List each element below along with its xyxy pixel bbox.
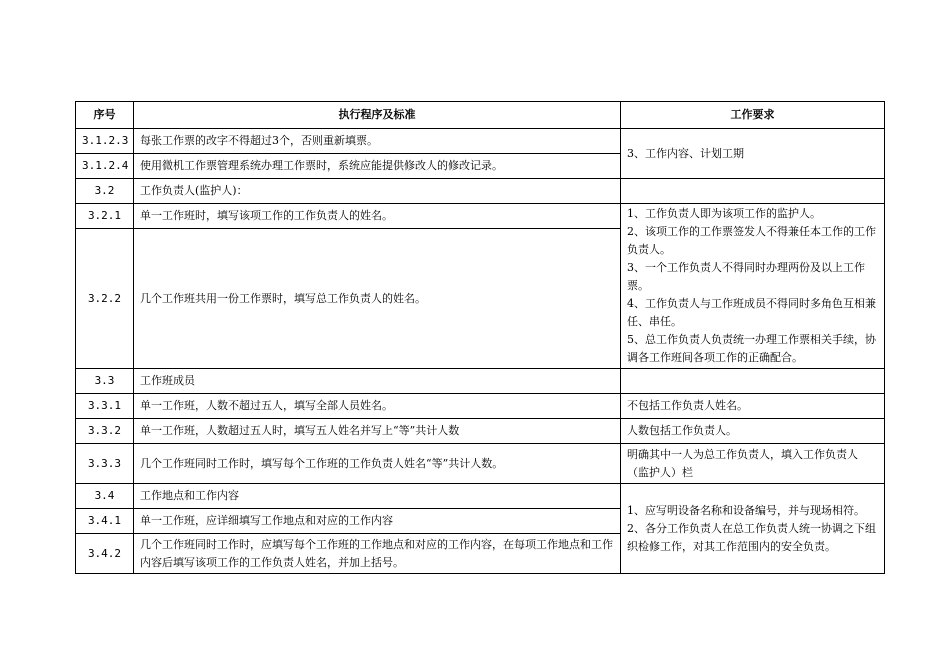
row-proc: 工作负责人(监护人)： xyxy=(134,179,621,204)
table-row xyxy=(76,204,885,229)
row-proc: 几个工作班共用一份工作票时，填写总工作负责人的姓名。 xyxy=(134,229,621,369)
row-num: 3.4 xyxy=(76,484,134,509)
header-proc: 执行程序及标准 xyxy=(134,102,621,129)
req-2-line: 3、一个工作负责人不得同时办理两份及以上工作票。 xyxy=(627,261,865,292)
req-cell-4: 人数包括工作负责人。 xyxy=(621,419,885,444)
req-2-line: 1、工作负责人即为该项工作的监护人。 xyxy=(627,207,821,220)
work-ticket-table xyxy=(75,101,885,574)
header-req: 工作要求 xyxy=(621,102,885,129)
req-cell-5: 明确其中一人为总工作负责人，填入工作负责人（监护人）栏 xyxy=(621,444,885,484)
row-num: 3.2.1 xyxy=(76,204,134,229)
table-row xyxy=(76,369,885,394)
row-num: 3.1.2.4 xyxy=(76,154,134,179)
row-proc: 几个工作班同时工作时，应填写每个工作班的工作地点和对应的工作内容，在每项工作地点和工作内容后填写该项工作的工作负责人姓名，并加上括号。 xyxy=(134,534,621,574)
row-num: 3.3.2 xyxy=(76,419,134,444)
row-num: 3.3.1 xyxy=(76,394,134,419)
row-num: 3.2.2 xyxy=(76,229,134,369)
row-proc: 工作班成员 xyxy=(134,369,621,394)
req-cell-1: 3、工作内容、计划工期 xyxy=(621,129,885,179)
table-row xyxy=(76,179,885,204)
row-proc: 单一工作班时，填写该项工作的工作负责人的姓名。 xyxy=(134,204,621,229)
req-2-line: 2、该项工作的工作票签发人不得兼任本工作的工作负责人。 xyxy=(627,225,876,256)
req-2-line: 4、工作负责人与工作班成员不得同时多角色互相兼任、串任。 xyxy=(627,297,876,328)
row-proc: 使用微机工作票管理系统办理工作票时，系统应能提供修改人的修改记录。 xyxy=(134,154,621,179)
req-cell-2 xyxy=(621,204,885,369)
req-6-line: 2、各分工作负责人在总工作负责人统一协调之下组织检修工作，对其工作范围内的安全负责。 xyxy=(627,521,876,553)
req-cell-6 xyxy=(621,484,885,574)
row-num: 3.4.1 xyxy=(76,509,134,534)
row-proc: 单一工作班，人数不超过五人，填写全部人员姓名。 xyxy=(134,394,621,419)
table-row xyxy=(76,419,885,444)
header-num: 序号 xyxy=(76,102,134,129)
table-row xyxy=(76,129,885,154)
table-row xyxy=(76,484,885,509)
req-2-line: 5、总工作负责人负责统一办理工作票相关手续，协调各工作班间各项工作的正确配合。 xyxy=(627,333,876,364)
req-cell-empty xyxy=(621,179,885,204)
table-row xyxy=(76,394,885,419)
header-row xyxy=(76,102,885,129)
table-row xyxy=(76,444,885,484)
row-num: 3.4.2 xyxy=(76,534,134,574)
row-num: 3.3.3 xyxy=(76,444,134,484)
row-proc: 几个工作班同时工作时，填写每个工作班的工作负责人姓名“等”共计人数。 xyxy=(134,444,621,484)
req-6-line: 1、应写明设备名称和设备编号，并与现场相符。 xyxy=(627,503,865,517)
row-num: 3.2 xyxy=(76,179,134,204)
row-num: 3.3 xyxy=(76,369,134,394)
row-proc: 工作地点和工作内容 xyxy=(134,484,621,509)
row-num: 3.1.2.3 xyxy=(76,129,134,154)
row-proc: 单一工作班，人数超过五人时，填写五人姓名并写上“等”共计人数 xyxy=(134,419,621,444)
req-cell-3: 不包括工作负责人姓名。 xyxy=(621,394,885,419)
row-proc: 每张工作票的改字不得超过3个，否则重新填票。 xyxy=(134,129,621,154)
row-proc: 单一工作班，应详细填写工作地点和对应的工作内容 xyxy=(134,509,621,534)
req-cell-empty xyxy=(621,369,885,394)
